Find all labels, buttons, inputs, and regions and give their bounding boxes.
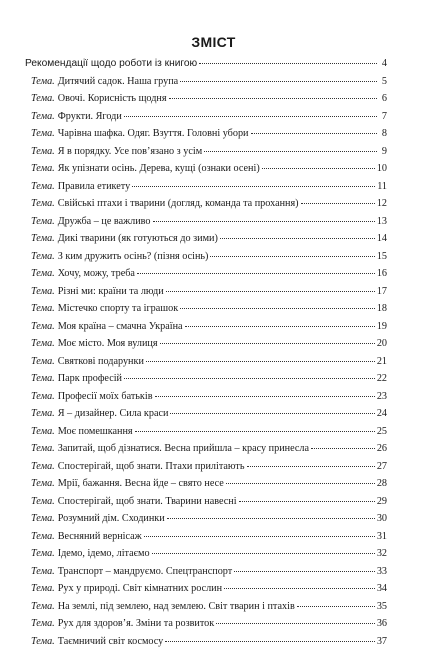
toc-entry-page-number: 25: [376, 425, 387, 437]
toc-entry[interactable]: [31, 146, 387, 163]
dot-leader: [247, 466, 375, 467]
toc-entry-prefix: Тема.: [31, 408, 55, 419]
toc-entry-page-number: 6: [381, 93, 387, 104]
dot-leader: [199, 63, 377, 64]
toc-entry-text: Містечко спорту та іграшок: [57, 303, 179, 314]
toc-entry-text: Фрукти. Ягоди: [57, 110, 122, 122]
toc-entry-text: Як упізнати осінь. Дерева, кущі (ознаки осені): [57, 163, 260, 174]
toc-entry-text: Хочу, можу, треба: [57, 268, 135, 279]
toc-entry-title: [31, 373, 122, 384]
toc-entry[interactable]: [31, 531, 387, 548]
toc-entry-page-number: 31: [376, 530, 387, 542]
toc-entry[interactable]: [31, 408, 387, 425]
toc-entry-page-number: 35: [376, 600, 387, 612]
toc-entry-text: З ким дружить осінь? (пізня осінь): [57, 250, 209, 262]
toc-entry-text: Чарівна шафка. Одяг. Взуття. Головні убори: [57, 128, 249, 139]
toc-entry-page-number: 10: [376, 163, 387, 174]
toc-entry-text: Овочі. Корисність щодня: [57, 93, 167, 104]
toc-entry[interactable]: [31, 443, 387, 460]
toc-entry-text: Запитай, щоб дізнатися. Весна прийшла – красу принесла: [57, 443, 310, 454]
toc-entry-title: [31, 216, 151, 227]
toc-entry-text: Розумний дім. Сходинки: [57, 513, 165, 524]
toc-entry-text: Дитячий садок. Наша група: [57, 75, 179, 87]
toc-entry-text: Таємничий світ космосу: [57, 635, 164, 647]
toc-entry-title: [31, 268, 135, 279]
toc-entry-page-number: 23: [376, 390, 387, 402]
toc-entry-prefix: Тема.: [31, 390, 55, 402]
toc-entry-title: [31, 321, 183, 332]
toc-entry-prefix: Тема.: [31, 198, 55, 209]
toc-entry-prefix: Тема.: [31, 600, 55, 612]
dot-leader: [153, 221, 375, 222]
toc-entry-text: Спостерігай, щоб знати. Тварини навесні: [57, 495, 237, 507]
dot-leader: [180, 81, 377, 82]
toc-entry[interactable]: [31, 478, 387, 495]
dot-leader: [297, 606, 375, 607]
toc-entry-page-number: 18: [376, 303, 387, 314]
toc-entry-page-number: 36: [376, 618, 387, 629]
toc-entry-title: [31, 286, 164, 297]
toc-entry-prefix: Тема.: [31, 373, 55, 384]
dot-leader: [152, 553, 375, 554]
toc-entry-text: Різні ми: країни та люди: [57, 285, 164, 297]
toc-entry[interactable]: [31, 286, 387, 303]
toc-entry-text: Спостерігай, щоб знати. Птахи прилітають: [57, 460, 245, 472]
toc-entry-prefix: Тема.: [31, 303, 55, 314]
toc-entry-page-number: 4: [381, 58, 387, 69]
toc-entry-page-number: 30: [376, 513, 387, 524]
toc-entry-title: [31, 496, 237, 507]
toc-entry-page-number: 33: [376, 565, 387, 577]
dot-leader: [251, 133, 377, 134]
toc-entry-prefix: Тема.: [31, 425, 55, 437]
toc-entry-title: [31, 583, 222, 594]
toc-entry-title: [31, 548, 150, 559]
dot-leader: [165, 641, 375, 642]
dot-leader: [185, 326, 375, 327]
toc-entry-prefix: Тема.: [31, 145, 55, 157]
toc-entry[interactable]: [31, 216, 387, 233]
toc-entry[interactable]: [31, 303, 387, 320]
toc-entry-prefix: Тема.: [31, 233, 55, 244]
toc-entry-prefix: Тема.: [31, 443, 55, 454]
toc-entry-page-number: 22: [376, 373, 387, 384]
toc-entry-page-number: 17: [376, 285, 387, 297]
toc-entry-title: [31, 408, 168, 419]
toc-entry-title: [31, 566, 232, 577]
toc-entry-prefix: Тема.: [31, 513, 55, 524]
toc-entry[interactable]: [31, 233, 387, 250]
dot-leader: [146, 361, 375, 362]
dot-leader: [301, 203, 375, 204]
toc-entry-page-number: 37: [376, 635, 387, 647]
toc-entry[interactable]: [31, 128, 387, 145]
toc-entry[interactable]: [31, 198, 387, 215]
toc-entry-title: [31, 303, 178, 314]
dot-leader: [137, 273, 375, 274]
dot-leader: [226, 483, 375, 484]
toc-entry-title: [31, 391, 153, 402]
toc-entry-page-number: 29: [376, 495, 387, 507]
toc-entry-page-number: 13: [376, 215, 387, 227]
toc-entry-text: Свійські птахи і тварини (догляд, команда та прохання): [57, 198, 299, 209]
dot-leader: [311, 448, 375, 449]
toc-entry-title: [31, 163, 260, 174]
toc-entry-title: [31, 636, 163, 647]
toc-entry-text: Парк професій: [57, 373, 123, 384]
toc-entry-title: [31, 601, 295, 612]
toc-entry-text: Моя країна – смачна Україна: [57, 320, 183, 332]
toc-entry-text: Рекомендації щодо роботи із книгою: [25, 58, 198, 69]
toc-entry-page-number: 7: [381, 110, 387, 122]
toc-entry[interactable]: [31, 373, 387, 390]
toc-entry-text: На землі, під землею, над землею. Світ тварин і птахів: [57, 600, 295, 612]
toc-entry[interactable]: [31, 338, 387, 355]
toc-entry-prefix: Тема.: [31, 460, 55, 472]
toc-entry-title: [31, 146, 202, 157]
toc-entry-page-number: 24: [376, 408, 387, 419]
toc-entry-page-number: 19: [376, 320, 387, 332]
toc-entry-text: Святкові подарунки: [57, 355, 144, 367]
toc-entry[interactable]: [31, 548, 387, 565]
toc-entry-page-number: 8: [381, 128, 387, 139]
toc-entry-title: [31, 111, 122, 122]
toc-entry-text: Дружба – це важливо: [57, 215, 151, 227]
toc-entry-title: [31, 76, 178, 87]
toc-entry[interactable]: [31, 268, 387, 285]
toc-entry-prefix: Тема.: [31, 128, 55, 139]
toc-entry-prefix: Тема.: [31, 530, 55, 542]
toc-entry[interactable]: [31, 321, 387, 338]
toc-entry-text: Професії моїх батьків: [57, 390, 153, 402]
toc-entry-title: [31, 338, 158, 349]
toc-entry[interactable]: [31, 461, 387, 478]
dot-leader: [224, 588, 375, 589]
toc-entry-text: Я в порядку. Усе пов’язано з усім: [57, 145, 203, 157]
toc-entry-prefix: Тема.: [31, 268, 55, 279]
toc-entry-prefix: Тема.: [31, 495, 55, 507]
toc-entry[interactable]: [31, 601, 387, 618]
dot-leader: [262, 168, 375, 169]
toc-entry-prefix: Тема.: [31, 618, 55, 629]
toc-entry[interactable]: [31, 636, 387, 653]
toc-entry-prefix: Тема.: [31, 250, 55, 262]
toc-entry[interactable]: [25, 58, 387, 75]
toc-entry-page-number: 14: [376, 233, 387, 244]
toc-entry-title: [31, 513, 165, 524]
toc-entry-prefix: Тема.: [31, 338, 55, 349]
toc-entry-page-number: 26: [376, 443, 387, 454]
toc-entry-title: [31, 233, 218, 244]
toc-entry-prefix: Тема.: [31, 583, 55, 594]
toc-entry-prefix: Тема.: [31, 180, 55, 192]
toc-entry-page-number: 32: [376, 548, 387, 559]
toc-entry[interactable]: [31, 566, 387, 583]
page-title: ЗМІСТ: [191, 34, 236, 50]
toc-entry-title: [31, 93, 167, 104]
dot-leader: [144, 536, 375, 537]
toc-entry-prefix: Тема.: [31, 93, 55, 104]
toc-entry-text: Правила етикету: [57, 180, 131, 192]
toc-entry-prefix: Тема.: [31, 565, 55, 577]
toc-entry-title: [31, 251, 208, 262]
toc-entry-text: Транспорт – мандруємо. Спецтранспорт: [57, 565, 233, 577]
dot-leader: [124, 378, 375, 379]
toc-entry-title: [31, 181, 130, 192]
toc-entry-text: Я – дизайнер. Сила краси: [57, 408, 169, 419]
toc-entry-title: [31, 198, 299, 209]
toc-entry-page-number: 11: [377, 180, 387, 192]
toc-entry[interactable]: [31, 583, 387, 600]
toc-entry[interactable]: [31, 618, 387, 635]
toc-entry-title: [31, 478, 224, 489]
toc-entry-title: [31, 426, 133, 437]
toc-entry-page-number: 27: [376, 460, 387, 472]
dot-leader: [204, 151, 377, 152]
dot-leader: [220, 238, 375, 239]
toc-entry-title: [25, 58, 197, 69]
toc-entry[interactable]: [31, 251, 387, 268]
toc-entry-title: [31, 461, 245, 472]
toc-entry-page-number: 15: [376, 250, 387, 262]
toc-entry-prefix: Тема.: [31, 110, 55, 122]
toc-entry-text: Ідемо, ідемо, літаємо: [57, 548, 150, 559]
toc-entry-prefix: Тема.: [31, 355, 55, 367]
toc-entry-page-number: 5: [381, 75, 387, 87]
toc-entry[interactable]: [31, 93, 387, 110]
dot-leader: [169, 98, 377, 99]
dot-leader: [234, 571, 375, 572]
dot-leader: [180, 308, 375, 309]
toc-entry-page-number: 20: [376, 338, 387, 349]
dot-leader: [135, 431, 375, 432]
toc-entry[interactable]: [31, 163, 387, 180]
toc-entry-text: Дикі тварини (як готуються до зими): [57, 233, 218, 244]
toc-entry-title: [31, 531, 142, 542]
toc-entry-prefix: Тема.: [31, 285, 55, 297]
toc-entry[interactable]: [31, 111, 387, 128]
toc-entry-page-number: 9: [381, 145, 387, 157]
toc-entry[interactable]: [31, 513, 387, 530]
toc-entry-text: Рух для здоров’я. Зміни та розвиток: [57, 618, 215, 629]
dot-leader: [239, 501, 375, 502]
toc-entry[interactable]: [31, 76, 387, 93]
toc-entry[interactable]: [31, 356, 387, 373]
toc-entry-page-number: 28: [376, 478, 387, 489]
dot-leader: [124, 116, 377, 117]
dot-leader: [167, 518, 375, 519]
dot-leader: [160, 343, 375, 344]
dot-leader: [170, 413, 374, 414]
toc-entry-text: Рух у природі. Світ кімнатних рослин: [57, 583, 223, 594]
toc-entry-prefix: Тема.: [31, 320, 55, 332]
toc-entry-text: Моє помешкання: [57, 425, 133, 437]
toc-entry-text: Моє місто. Моя вулиця: [57, 338, 158, 349]
toc-entry-page-number: 12: [376, 198, 387, 209]
dot-leader: [210, 256, 374, 257]
toc-entry[interactable]: [31, 496, 387, 513]
toc-entry[interactable]: [31, 426, 387, 443]
toc-entry-prefix: Тема.: [31, 163, 55, 174]
dot-leader: [216, 623, 375, 624]
toc-entry-prefix: Тема.: [31, 635, 55, 647]
dot-leader: [155, 396, 375, 397]
toc-entry-title: [31, 128, 249, 139]
toc-entry-title: [31, 356, 144, 367]
dot-leader: [166, 291, 375, 292]
toc-entry-prefix: Тема.: [31, 548, 55, 559]
toc-entry-page-number: 21: [376, 355, 387, 367]
toc-entry-text: Мрії, бажання. Весна йде – свято несе: [57, 478, 224, 489]
toc-entry-prefix: Тема.: [31, 75, 55, 87]
toc-entry-page-number: 34: [376, 583, 387, 594]
toc-entry-prefix: Тема.: [31, 478, 55, 489]
toc-entry[interactable]: [31, 391, 387, 408]
toc-entry-title: [31, 443, 309, 454]
toc-entry[interactable]: [31, 181, 387, 198]
toc-entry-prefix: Тема.: [31, 215, 55, 227]
dot-leader: [132, 186, 375, 187]
toc-entry-text: Весняний вернісаж: [57, 530, 142, 542]
toc-entry-page-number: 16: [376, 268, 387, 279]
